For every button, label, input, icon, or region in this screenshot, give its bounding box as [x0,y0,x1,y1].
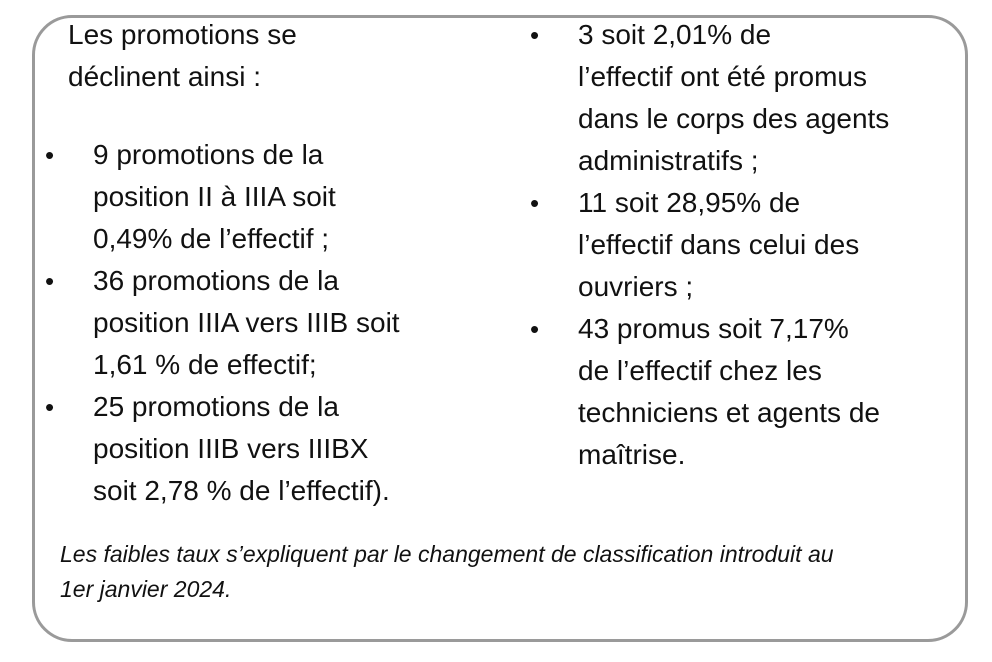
item-line: techniciens et agents de [578,397,880,428]
left-bullet-list [45,134,400,512]
list-item [45,260,400,386]
list-item [530,308,889,476]
intro-line: déclinent ainsi : [68,61,262,92]
item-line: dans le corps des agents [578,103,890,134]
bullet-icon: • [530,20,540,50]
bullet-icon: • [45,266,55,296]
right-bullet-list [530,14,890,476]
list-item [45,386,400,512]
item-line: maîtrise. [578,439,686,470]
item-line: administratifs ; [578,145,759,176]
intro-line: Les promotions se [68,19,297,50]
item-line: 25 promotions de la [93,391,339,422]
bullet-icon: • [45,392,55,422]
item-line: 0,49% de l’effectif ; [93,223,330,254]
list-item [530,14,890,182]
item-line: position II à IIIA soit [93,181,336,212]
footnote-line: 1er janvier 2024. [60,576,232,602]
list-item [45,134,400,260]
list-item [530,182,889,308]
footnote [60,537,834,607]
item-line: 43 promus soit 7,17% [578,313,849,344]
item-line: 11 soit 28,95% de [578,187,801,218]
item-line: l’effectif dans celui des [578,229,860,260]
item-line: l’effectif ont été promus [578,61,867,92]
item-line: position IIIA vers IIIB soit [93,307,400,338]
item-line: 9 promotions de la [93,139,324,170]
footnote-line: Les faibles taux s’expliquent par le changement de classification introduit au [60,541,834,567]
item-line: ouvriers ; [578,271,694,302]
item-line: 36 promotions de la [93,265,339,296]
bullet-icon: • [530,188,540,218]
item-line: 1,61 % de effectif; [93,349,317,380]
item-line: 3 soit 2,01% de [578,19,772,50]
item-line: soit 2,78 % de l’effectif). [93,475,390,506]
bullet-icon: • [530,314,540,344]
item-line: position IIIB vers IIIBX [93,433,369,464]
intro-text [68,14,297,98]
item-line: de l’effectif chez les [578,355,822,386]
bullet-icon: • [45,140,55,170]
